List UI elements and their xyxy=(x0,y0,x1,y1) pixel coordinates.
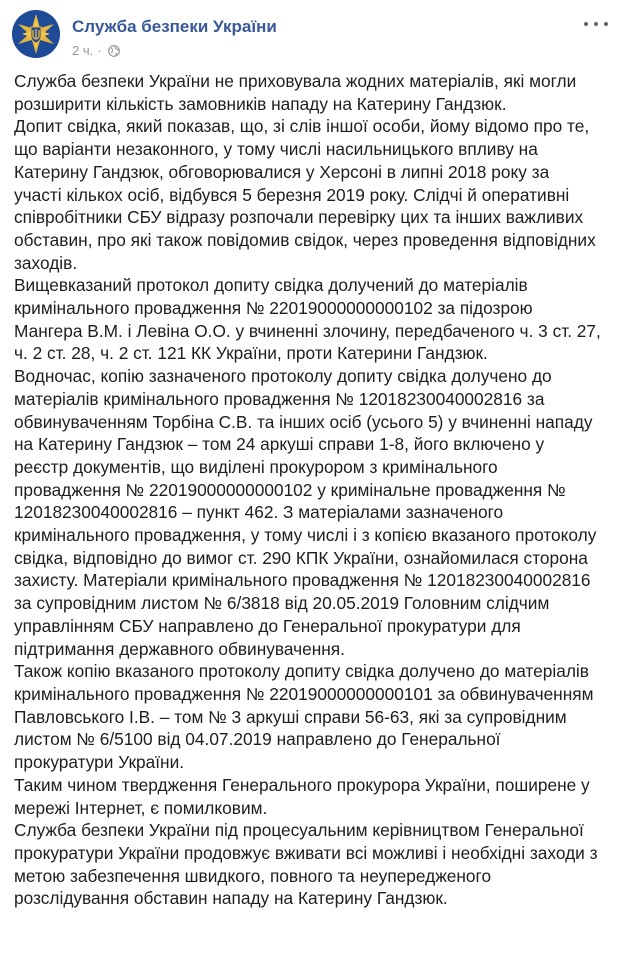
post-meta xyxy=(72,43,120,58)
post-paragraph-1: Служба безпеки України не приховувала жодних матеріалів, які могли розширити кількість замовників нападу на Катерину Гандзюк. xyxy=(14,71,577,114)
post-paragraph-6: Таким чином твердження Генерального прокурора України, поширене у мережі Інтернет, є помилковим. xyxy=(14,774,590,818)
post-paragraph-4: Водночас, копію зазначеного протоколу допиту свідка долучено до матеріалів кримінального провадження № 12018230040002816 за обвинуваченням Торбіна С.В. та інших осіб (усього 5) у вчиненні нападу на Катерину Гандзюк – том 24 аркуші справи 1-8, його включено у реєстр документів, що виділені прокурором з кримінального провадження № 22019000000000102 у кримінальне провадження № 12018230040002816 – пункт 462. З матеріалами зазначеного кримінального провадження, у тому числі і з копією вказаного протоколу свідка, відповідно до вимог ст. 290 КПК України, ознайомилася сторона захисту. Матеріали кримінального провадження № 12018230040002816 за супровідним листом № 6/3818 від 20.05.2019 Головним слідчим управлінням СБУ направлено до Генеральної прокуратури для підтримання державного обвинувачення. xyxy=(14,366,597,659)
page-name-link[interactable]: Служба безпеки України xyxy=(72,17,277,36)
post-paragraph-3: Вищевказаний протокол допиту свідка долучений до матеріалів кримінального провадження № 22019000000000102 за підозрою Мангера В.М. і Левіна О.О. у вчиненні злочину, передбаченого ч. 3 ст. 27, ч. 2 ст. 28, ч. 2 ст. 121 КК України, проти Катерини Гандзюк. xyxy=(14,275,601,364)
dot-1 xyxy=(584,22,588,26)
post-header xyxy=(12,10,610,66)
page-avatar[interactable] xyxy=(12,10,60,58)
post-paragraph-5: Також копію вказаного протоколу допиту свідка долучено до матеріалів кримінального провадження № 22019000000000101 за обвинуваченням Павловського І.В. – том № 3 аркуші справи 56-63, які за супровідним листом № 6/5100 від 04.07.2019 направлено до Генеральної прокуратури України. xyxy=(14,661,594,773)
sbu-emblem-icon xyxy=(12,10,60,58)
dot-2 xyxy=(594,22,598,26)
globe-icon[interactable] xyxy=(108,45,120,57)
post-text xyxy=(14,70,612,910)
meta-separator: · xyxy=(97,43,102,58)
post-timestamp[interactable]: 2 ч. xyxy=(72,43,94,58)
dot-3 xyxy=(604,22,608,26)
horizontal-dots-icon[interactable] xyxy=(584,16,608,32)
post-paragraph-7: Служба безпеки України під процесуальним керівництвом Генеральної прокуратури України продовжує вживати всі можливі і необхідні заходи з метою забезпечення швидкого, повного та неупередженого розслідування обставин нападу на Катерину Гандзюк. xyxy=(14,820,598,909)
post-paragraph-2: Допит свідка, який показав, що, зі слів іншої особи, йому відомо про те, що варіанти незаконного, у тому числі насильницького впливу на Катерину Гандзюк, обговорювалися у Херсоні в липні 2018 року за участі кількох осіб, відбувся 5 березня 2019 року. Слідчі й оперативні співробітники СБУ відразу розпочали перевірку цих та інших важливих обставин, про які також повідомив свідок, через проведення відповідних заходів. xyxy=(14,116,596,273)
